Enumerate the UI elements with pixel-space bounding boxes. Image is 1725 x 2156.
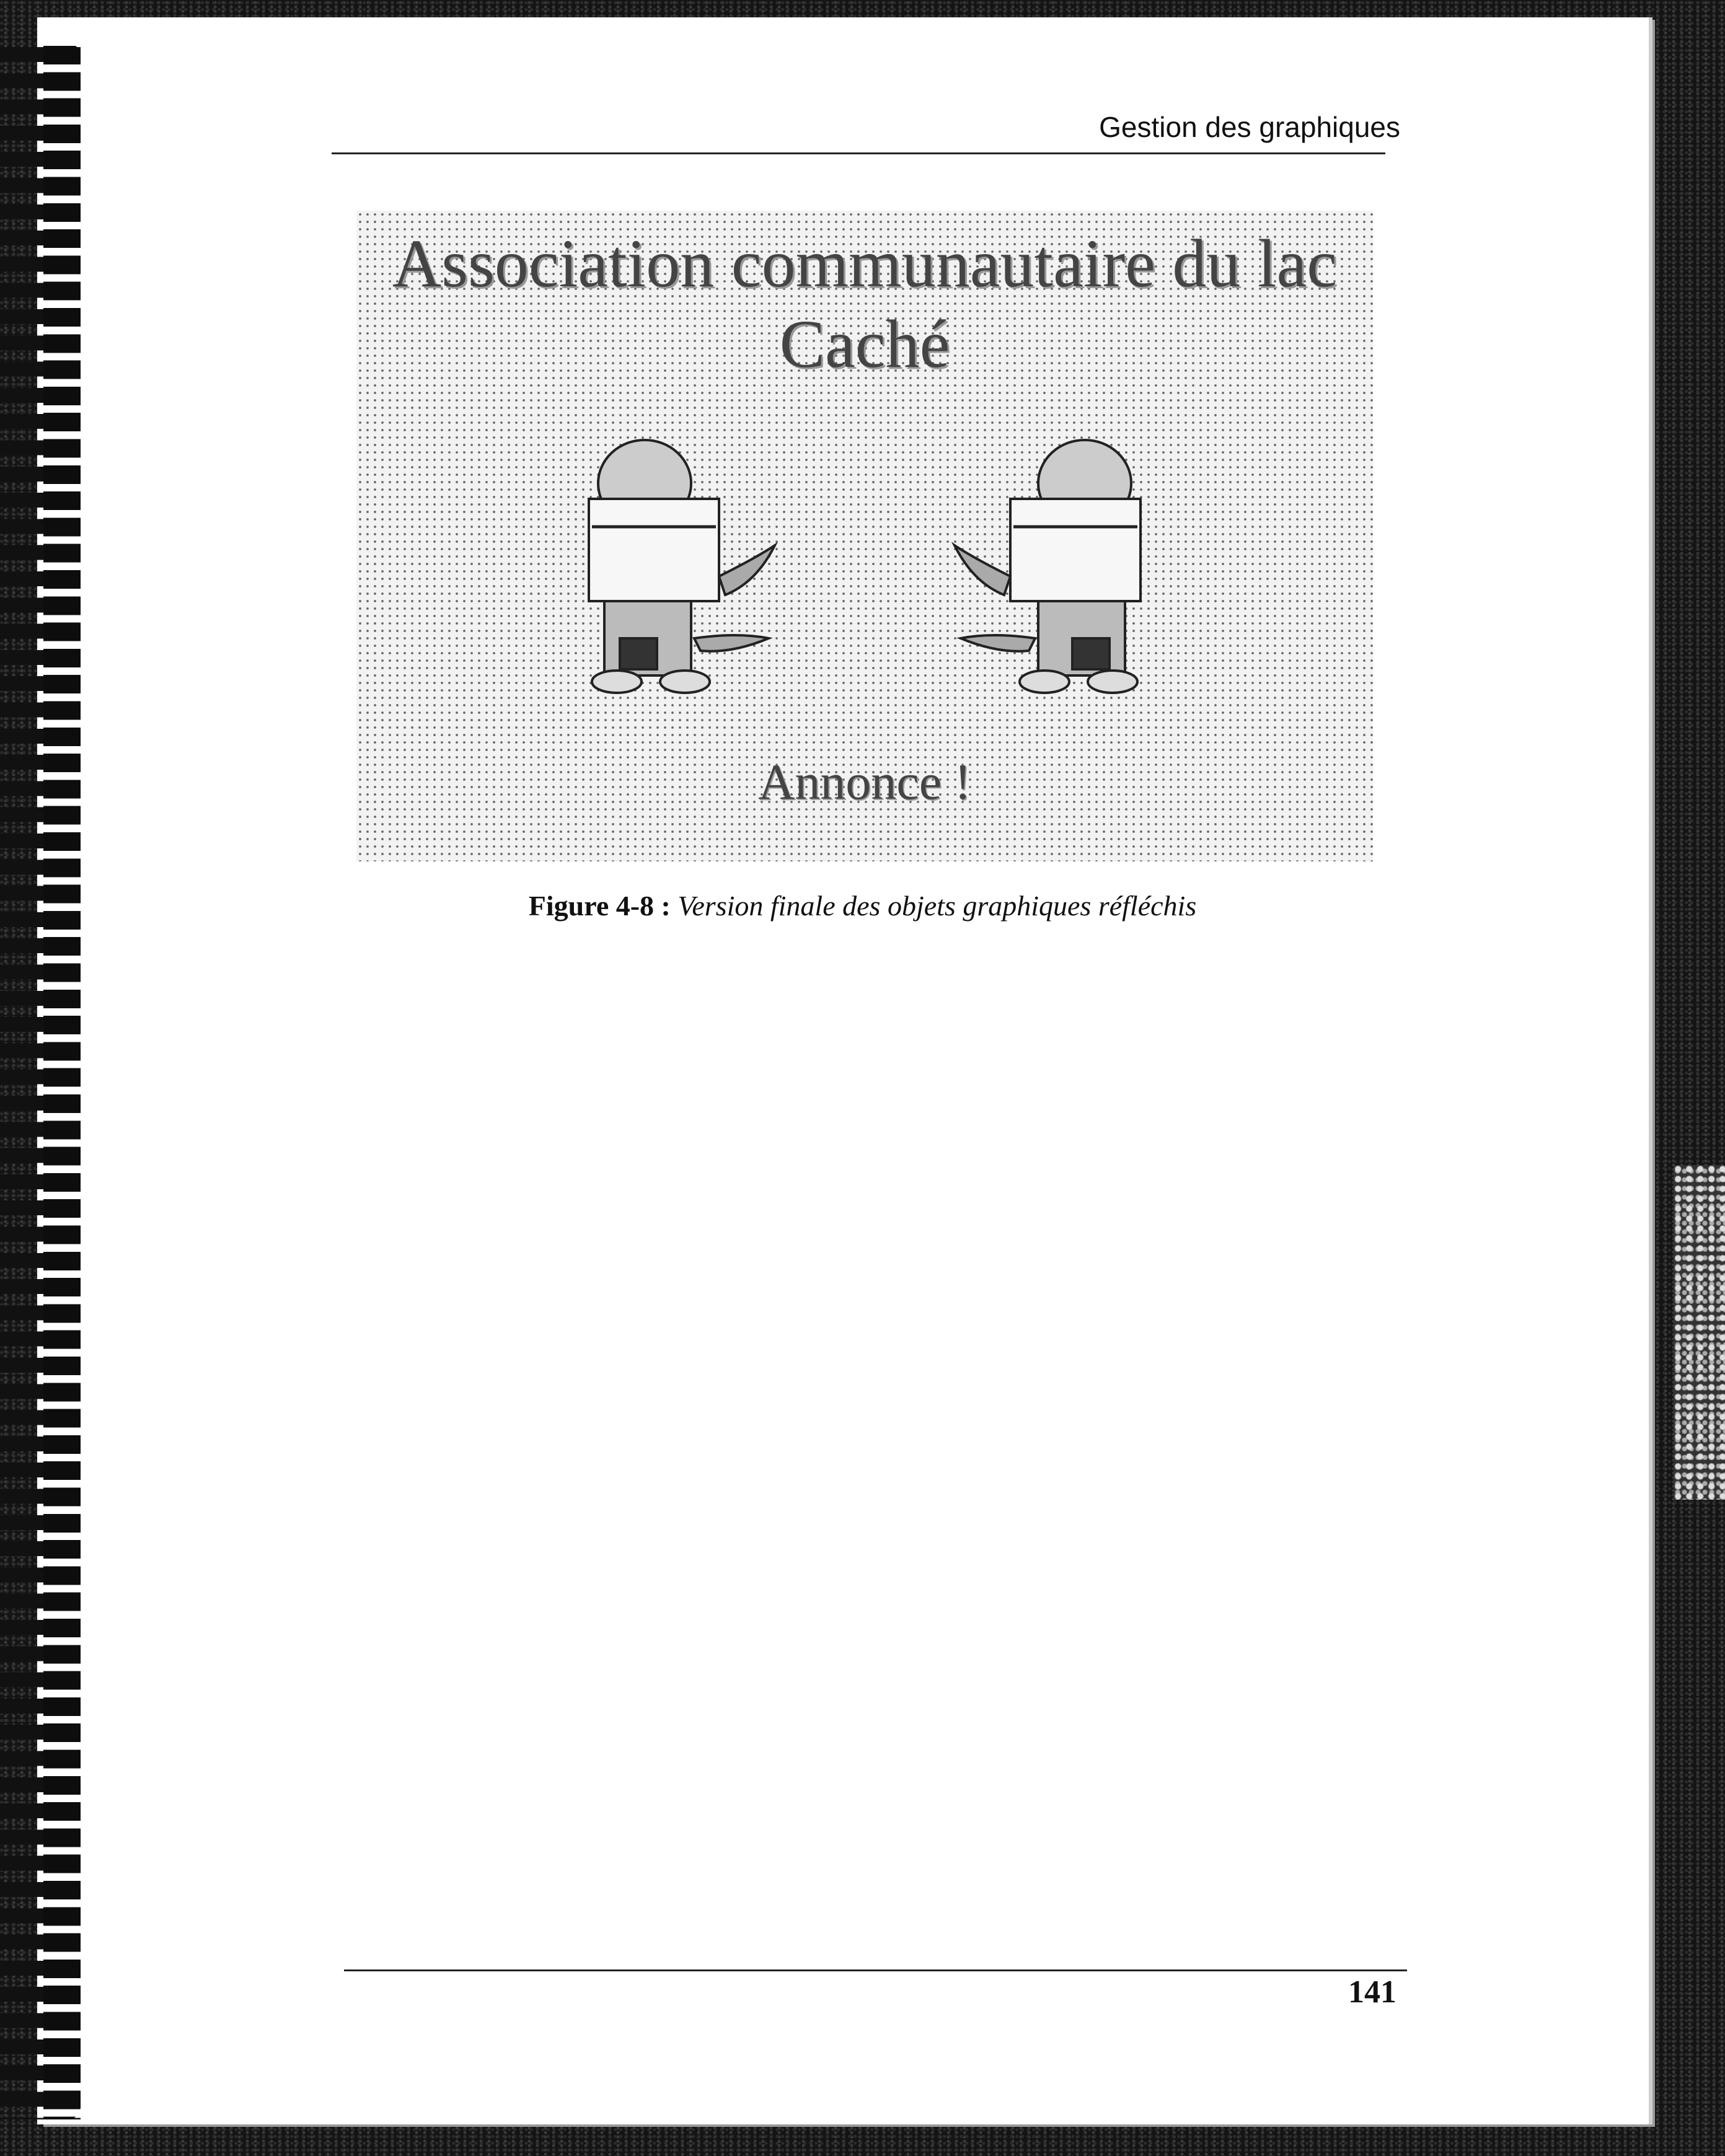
spiral-binding: [0, 43, 81, 2119]
footer-rule: [344, 1969, 1407, 1971]
typing-cat-mirror-icon: [936, 434, 1159, 694]
figure-subheading: Annonce !: [758, 754, 971, 810]
typing-cat-icon: [570, 434, 793, 694]
figure-graphic: [356, 211, 1373, 861]
caption-text: Version finale des objets graphiques réfléchis: [677, 890, 1197, 922]
scan-edge-noise: [1674, 1165, 1725, 1500]
page-number: 141: [1348, 1974, 1396, 2010]
figure-caption: [0, 889, 1725, 922]
caption-label: Figure 4-8 :: [528, 890, 671, 922]
header-rule: [332, 152, 1385, 154]
running-header: Gestion des graphiques: [1099, 111, 1400, 143]
figure-heading: Association communautaire du lac Caché: [392, 226, 1338, 382]
